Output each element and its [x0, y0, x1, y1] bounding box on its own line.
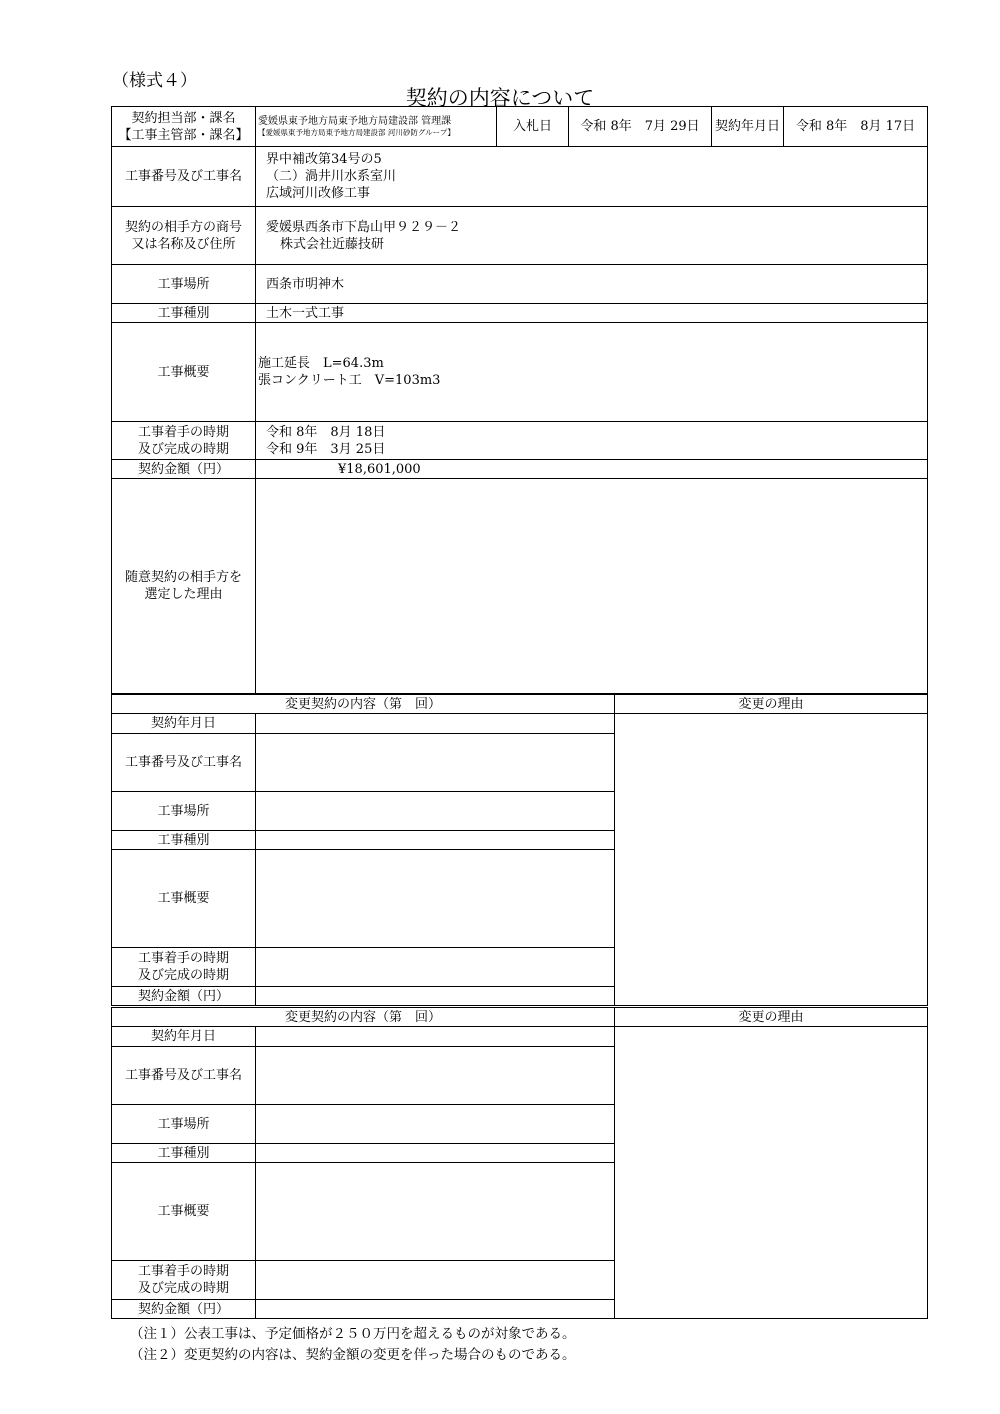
change-reason-value — [615, 1027, 928, 1319]
change-contract-date-value — [256, 1027, 615, 1047]
change-reason-heading: 変更の理由 — [615, 695, 928, 714]
work-name-label: 工事番号及び工事名 — [112, 147, 256, 207]
location-value: 西条市明神木 — [256, 265, 928, 304]
change-work-name-value — [256, 1047, 615, 1105]
change-overview-label: 工事概要 — [112, 850, 256, 948]
reason-value — [256, 479, 928, 694]
change-location-value — [256, 1105, 615, 1144]
contract-date-value: 令和 8年 8月 17日 — [784, 107, 928, 147]
type-row — [112, 304, 928, 323]
change-overview-label: 工事概要 — [112, 1163, 256, 1261]
change-amount-value — [256, 987, 615, 1006]
contractor-row — [112, 207, 928, 265]
change-table-1 — [111, 694, 928, 1006]
change-contract-date-label: 契約年月日 — [112, 714, 256, 734]
note-1: （注１）公表工事は、予定価格が２５０万円を超えるものが対象である。 — [130, 1326, 576, 1342]
location-row — [112, 265, 928, 304]
amount-row — [112, 460, 928, 479]
change-amount-label: 契約金額（円） — [112, 1300, 256, 1319]
change-overview-value — [256, 1163, 615, 1261]
change-amount-value — [256, 1300, 615, 1319]
form-number: （様式４） — [112, 71, 197, 91]
overview-value: 施工延長 L=64.3m 張コンクリート工 V=103m3 — [256, 323, 928, 422]
change-amount-label: 契約金額（円） — [112, 987, 256, 1006]
note-2: （注２）変更契約の内容は、契約金額の変更を伴った場合のものである。 — [130, 1347, 576, 1363]
amount-value: ¥18,601,000 — [256, 460, 928, 479]
type-label: 工事種別 — [112, 304, 256, 323]
work-name-value: 界中補改第34号の5 （二）渦井川水系室川 広域河川改修工事 — [256, 147, 928, 207]
contract-table — [111, 106, 928, 694]
contractor-value: 愛媛県西条市下島山甲９２９－２ 株式会社近藤技研 — [256, 207, 928, 265]
change-heading: 変更契約の内容（第 回） — [112, 1008, 615, 1027]
change-period-label: 工事着手の時期 及び完成の時期 — [112, 948, 256, 987]
change-work-name-label: 工事番号及び工事名 — [112, 1047, 256, 1105]
change-type-value — [256, 1144, 615, 1163]
change-type-label: 工事種別 — [112, 1144, 256, 1163]
change-reason-heading: 変更の理由 — [615, 1008, 928, 1027]
header-row — [112, 107, 928, 147]
change-period-label: 工事着手の時期 及び完成の時期 — [112, 1261, 256, 1300]
change-reason-value — [615, 714, 928, 1006]
change-period-value — [256, 1261, 615, 1300]
change-location-label: 工事場所 — [112, 792, 256, 831]
change-heading: 変更契約の内容（第 回） — [112, 695, 615, 714]
bid-date-label: 入札日 — [497, 107, 569, 147]
work-name-row — [112, 147, 928, 207]
change-contract-date-label: 契約年月日 — [112, 1027, 256, 1047]
change-type-value — [256, 831, 615, 850]
type-value: 土木一式工事 — [256, 304, 928, 323]
change-location-value — [256, 792, 615, 831]
period-value: 令和 8年 8月 18日 令和 9年 3月 25日 — [256, 422, 928, 460]
overview-label: 工事概要 — [112, 323, 256, 422]
change-work-name-label: 工事番号及び工事名 — [112, 734, 256, 792]
change-period-value — [256, 948, 615, 987]
bid-date-value: 令和 8年 7月 29日 — [569, 107, 712, 147]
change-table-2 — [111, 1007, 928, 1319]
reason-label: 随意契約の相手方を 選定した理由 — [112, 479, 256, 694]
period-row — [112, 422, 928, 460]
location-label: 工事場所 — [112, 265, 256, 304]
dept-label: 契約担当部・課名 【工事主管部・課名】 — [112, 107, 256, 147]
period-label: 工事着手の時期 及び完成の時期 — [112, 422, 256, 460]
page-title: 契約の内容について — [405, 86, 595, 110]
change-location-label: 工事場所 — [112, 1105, 256, 1144]
change-contract-date-value — [256, 714, 615, 734]
change-overview-value — [256, 850, 615, 948]
change-work-name-value — [256, 734, 615, 792]
amount-label: 契約金額（円） — [112, 460, 256, 479]
contract-date-label: 契約年月日 — [712, 107, 784, 147]
contractor-label: 契約の相手方の商号 又は名称及び住所 — [112, 207, 256, 265]
reason-row — [112, 479, 928, 694]
overview-row — [112, 323, 928, 422]
change-type-label: 工事種別 — [112, 831, 256, 850]
dept-value: 愛媛県東予地方局東予地方局建設部 管理課 【愛媛県東予地方局東予地方局建設部 河川砂防グループ】 — [256, 107, 497, 147]
